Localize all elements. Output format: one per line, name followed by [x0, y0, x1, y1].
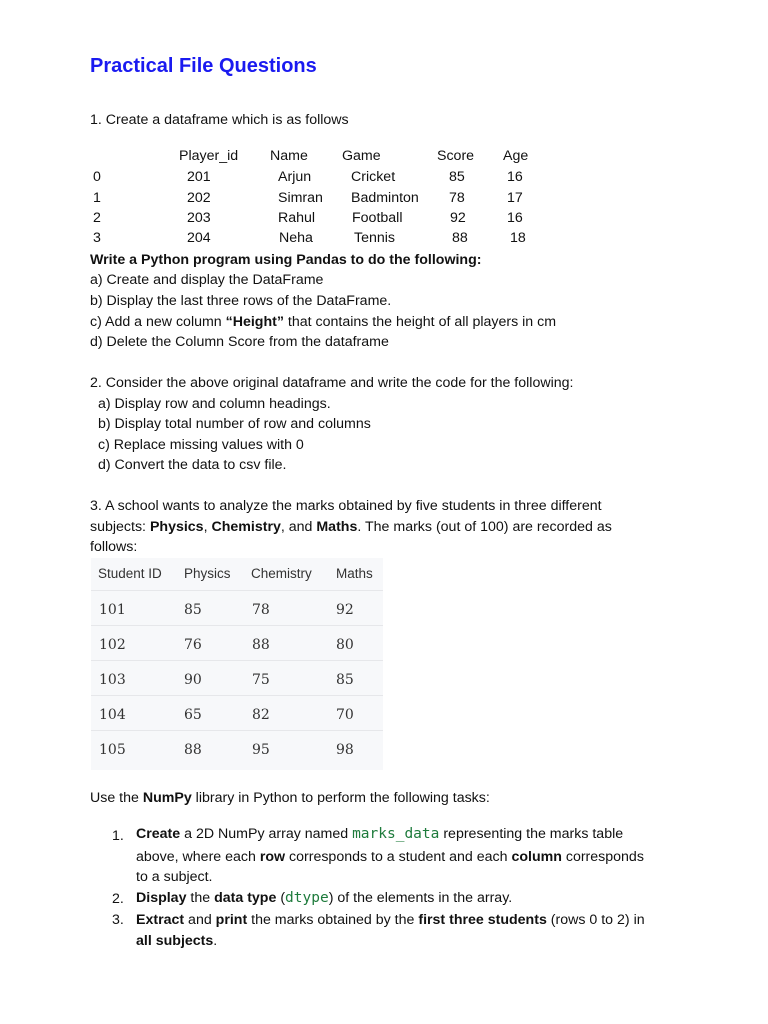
- df-index: 3: [93, 230, 101, 246]
- df-cell: 202: [187, 190, 211, 206]
- df-index: 0: [93, 169, 101, 185]
- task-3-line-1: [136, 912, 645, 928]
- task-text: representing the marks table: [439, 826, 624, 842]
- numpy-intro-text: library in Python to perform the following tasks:: [191, 790, 490, 806]
- q1-intro: 1. Create a dataframe which is as follows: [90, 112, 349, 128]
- df-col-header: Name: [270, 148, 308, 164]
- task-text: and: [184, 912, 216, 928]
- df-cell: 16: [507, 210, 523, 226]
- df-cell: Football: [352, 210, 403, 226]
- task-code: marks_data: [352, 826, 440, 842]
- q3-line-2: [90, 519, 612, 535]
- q1-item-a: a) Create and display the DataFrame: [90, 272, 324, 288]
- q3-subject-physics: Physics: [149, 519, 204, 535]
- q3-subject-maths: Maths: [316, 519, 358, 535]
- marks-table-row: [91, 695, 383, 731]
- task-2-number: 2.: [112, 891, 124, 907]
- marks-table-row: [91, 625, 383, 661]
- marks-cell: 101: [99, 602, 126, 618]
- df-cell: 204: [187, 230, 211, 246]
- df-col-header: Player_id: [179, 148, 239, 164]
- q2-item-d: d) Convert the data to csv file.: [98, 457, 287, 473]
- marks-cell: 105: [99, 742, 126, 758]
- df-col-header: Score: [437, 148, 475, 164]
- df-cell: 201: [187, 169, 211, 185]
- task-text: corresponds: [561, 849, 644, 865]
- q1-item-c: [90, 314, 556, 330]
- task-bold: Extract: [136, 912, 185, 928]
- task-text: a 2D NumPy array named: [180, 826, 353, 842]
- task-text: ) of the elements in the array.: [328, 890, 513, 906]
- task-text: the marks obtained by the: [247, 912, 419, 928]
- q3-line-1: 3. A school wants to analyze the marks obtained by five students in three different: [90, 498, 602, 514]
- df-cell: 92: [450, 210, 466, 226]
- marks-table-header: [91, 558, 383, 590]
- task-bold: Display: [136, 890, 187, 906]
- df-cell: Tennis: [354, 230, 396, 246]
- q3-text: ,: [203, 519, 212, 535]
- q3-text: . The marks (out of 100) are recorded as: [357, 519, 612, 535]
- task-1-line-2: [136, 849, 644, 865]
- df-cell: Arjun: [278, 169, 312, 185]
- df-cell: Simran: [278, 190, 323, 206]
- df-cell: 16: [507, 169, 523, 185]
- marks-cell: 80: [336, 637, 354, 653]
- task-bold: first three students: [418, 912, 547, 928]
- task-2-line-1: [136, 890, 512, 906]
- marks-cell: 85: [336, 672, 354, 688]
- df-col-header: Age: [503, 148, 529, 164]
- q3-line-3: follows:: [90, 539, 138, 555]
- df-cell: Cricket: [351, 169, 396, 185]
- task-1-line-1: [136, 826, 623, 842]
- marks-col-header: Chemistry: [251, 566, 312, 581]
- df-col-header: Game: [342, 148, 381, 164]
- marks-cell: 85: [184, 602, 202, 618]
- task-3-line-2: [136, 933, 217, 949]
- marks-cell: 65: [184, 707, 202, 723]
- marks-cell: 78: [252, 602, 270, 618]
- task-text: above, where each: [136, 849, 260, 865]
- q1-item-c-text: that contains the height of all players in cm: [283, 314, 557, 330]
- df-cell: 78: [449, 190, 465, 206]
- marks-cell: 90: [184, 672, 202, 688]
- q3-text: subjects:: [90, 519, 150, 535]
- task-code: dtype: [285, 890, 329, 906]
- task-text: (: [276, 890, 286, 906]
- task-text: (rows 0 to 2) in: [546, 912, 645, 928]
- task-bold: print: [215, 912, 248, 928]
- marks-cell: 88: [184, 742, 202, 758]
- marks-cell: 75: [252, 672, 270, 688]
- q2-item-b: b) Display total number of row and columns: [98, 416, 371, 432]
- numpy-intro-bold: NumPy: [142, 790, 192, 806]
- marks-table-row: [91, 660, 383, 696]
- marks-col-header: Maths: [336, 566, 373, 581]
- df-index: 2: [93, 210, 101, 226]
- q1-item-b: b) Display the last three rows of the DataFrame.: [90, 293, 392, 309]
- df-cell: 17: [507, 190, 523, 206]
- marks-cell: 88: [252, 637, 270, 653]
- marks-cell: 95: [252, 742, 270, 758]
- q3-text: , and: [280, 519, 317, 535]
- task-3-number: 3.: [112, 912, 124, 928]
- task-text: .: [213, 933, 218, 949]
- df-cell: Rahul: [278, 210, 316, 226]
- q1-item-c-text: c) Add a new column: [90, 314, 226, 330]
- task-bold: row: [259, 849, 286, 865]
- q1-item-d: d) Delete the Column Score from the dataframe: [90, 334, 389, 350]
- df-cell: 85: [449, 169, 465, 185]
- q2-item-a: a) Display row and column headings.: [98, 396, 331, 412]
- marks-cell: 92: [336, 602, 354, 618]
- marks-col-header: Student ID: [98, 566, 162, 581]
- marks-cell: 76: [184, 637, 202, 653]
- task-text: corresponds to a student and each: [285, 849, 512, 865]
- q3-subject-chemistry: Chemistry: [211, 519, 281, 535]
- marks-col-header: Physics: [184, 566, 231, 581]
- task-text: the: [186, 890, 215, 906]
- marks-cell: 98: [336, 742, 354, 758]
- marks-table-row: [91, 590, 383, 626]
- task-bold: all subjects: [136, 933, 214, 949]
- marks-table-row: [91, 730, 383, 766]
- numpy-intro-text: Use the: [90, 790, 143, 806]
- task-bold: data type: [214, 890, 277, 906]
- marks-cell: 82: [252, 707, 270, 723]
- q1-item-c-bold: “Height”: [225, 314, 284, 330]
- marks-cell: 70: [336, 707, 354, 723]
- marks-cell: 102: [99, 637, 126, 653]
- page-title: Practical File Questions: [90, 55, 317, 77]
- marks-cell: 103: [99, 672, 126, 688]
- df-cell: 203: [187, 210, 211, 226]
- q2-item-c: c) Replace missing values with 0: [98, 437, 304, 453]
- df-index: 1: [93, 190, 101, 206]
- marks-table: [91, 558, 383, 770]
- task-1-number: 1.: [112, 828, 124, 844]
- q1-instruction: Write a Python program using Pandas to do the following:: [90, 252, 482, 268]
- task-bold: column: [511, 849, 562, 865]
- df-cell: Badminton: [351, 190, 419, 206]
- task-1-line-3: to a subject.: [136, 869, 213, 885]
- marks-cell: 104: [99, 707, 126, 723]
- df-cell: Neha: [279, 230, 313, 246]
- numpy-intro: [90, 790, 490, 806]
- df-cell: 88: [452, 230, 468, 246]
- df-cell: 18: [510, 230, 526, 246]
- q2-intro: 2. Consider the above original dataframe and write the code for the following:: [90, 375, 574, 391]
- task-bold: Create: [136, 826, 181, 842]
